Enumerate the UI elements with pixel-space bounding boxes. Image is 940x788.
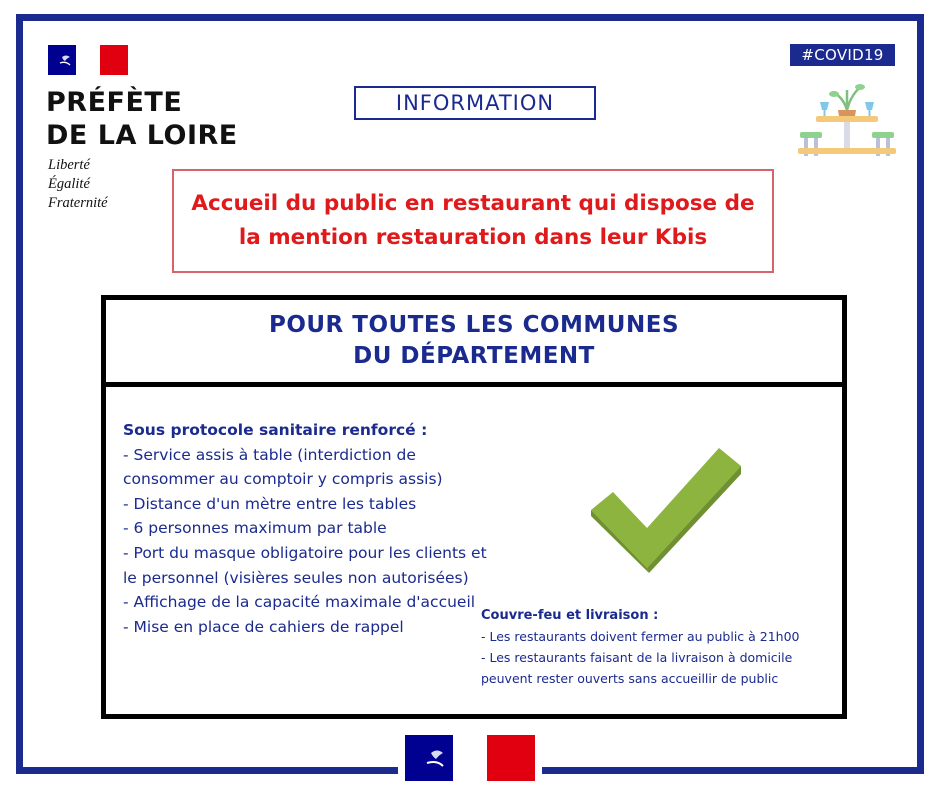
prefect-title: [46, 86, 266, 152]
curfew-title: Couvre-feu et livraison :: [481, 608, 659, 623]
protocol-title: Sous protocole sanitaire renforcé :: [123, 421, 428, 439]
covid-hashtag: #COVID19: [790, 44, 895, 66]
panel-header: [106, 300, 842, 387]
marianne-flag-icon: [405, 735, 535, 781]
check-icon: [591, 448, 741, 573]
curfew-item: - Les restaurants doivent fermer au public à 21h00: [481, 629, 800, 644]
panel-header-line1: POUR TOUTES LES COMMUNES: [268, 312, 680, 338]
panel-header-line2: DU DÉPARTEMENT: [353, 343, 595, 369]
restaurant-table-icon: [798, 76, 896, 162]
headline-text: Accueil du public en restaurant qui dispose de la mention restauration dans leur Kbis: [191, 191, 755, 250]
prefect-title-line2: DE LA LOIRE: [46, 120, 238, 151]
protocol-item: - 6 personnes maximum par table: [123, 519, 387, 538]
republic-motto: [48, 156, 188, 213]
protocol-item: - Mise en place de cahiers de rappel: [123, 617, 404, 636]
prefect-title-line1: PRÉFÈTE: [46, 87, 183, 118]
protocol-item: - Affichage de la capacité maximale d'accueil: [123, 593, 476, 612]
curfew-section: [481, 605, 831, 689]
protocol-item: - Distance d'un mètre entre les tables: [123, 494, 417, 513]
protocol-section: [123, 418, 488, 639]
headline-box: [172, 169, 774, 273]
protocol-item: - Port du masque obligatoire pour les clients et le personnel (visières seules non autorisées): [123, 543, 487, 587]
panel-header-text: [194, 310, 754, 372]
motto-line: Liberté: [48, 157, 90, 173]
motto-line: Égalité: [48, 176, 90, 192]
measures-panel: [101, 295, 847, 719]
curfew-item: - Les restaurants faisant de la livraison à domicile peuvent rester ouverts sans accueillir de public: [481, 650, 793, 686]
motto-line: Fraternité: [48, 195, 108, 211]
protocol-item: - Service assis à table (interdiction de consommer au comptoir y compris assis): [123, 445, 443, 489]
marianne-logo: [48, 45, 128, 75]
information-label: INFORMATION: [354, 86, 596, 120]
